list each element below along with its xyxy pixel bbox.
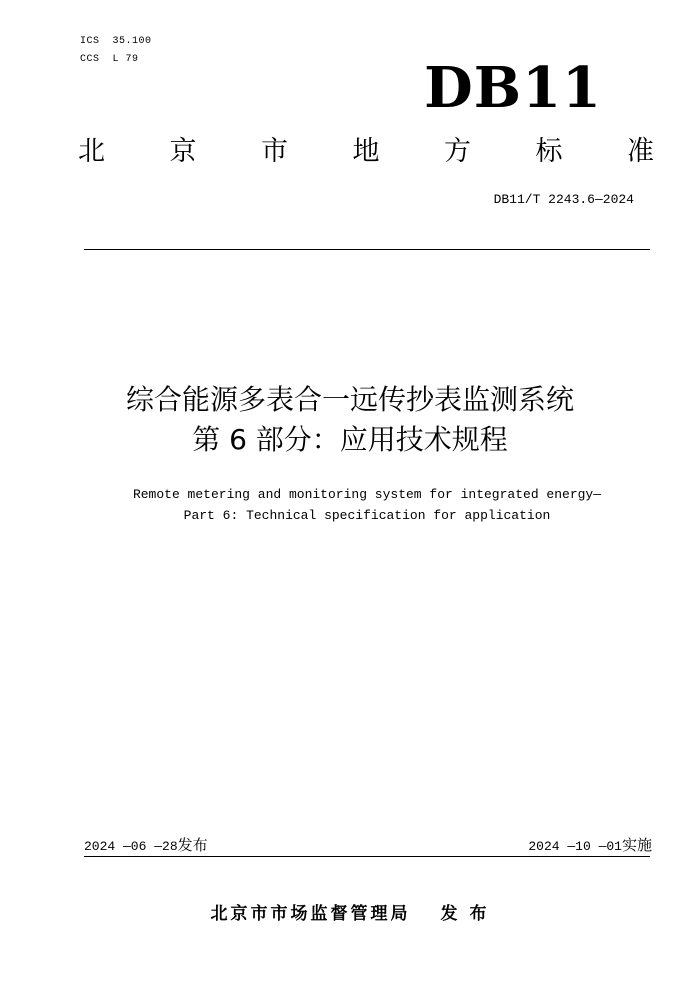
standard-type-char: 地: [352, 136, 380, 167]
title-english-line1: Remote metering and monitoring system for integrated energy—: [132, 487, 602, 502]
publish-date-label: 发布: [177, 836, 208, 854]
ccs-code: CCS L 79: [80, 54, 139, 65]
top-divider: [84, 249, 650, 250]
issuer-action: 发 布: [440, 904, 490, 924]
implement-date-label: 实施: [621, 836, 652, 854]
standard-number: DB11/T 2243.6—2024: [493, 192, 634, 207]
standard-type-char: 市: [261, 136, 288, 167]
bottom-divider: [84, 856, 650, 857]
title-chinese-line2: 第 6 部分：应用技术规程: [192, 423, 508, 456]
standard-type-heading: [78, 134, 654, 170]
title-english-line2: Part 6: Technical specification for application: [183, 508, 551, 523]
issuer-name: 北京市市场监督管理局: [210, 904, 411, 924]
db11-logo: DB11: [424, 55, 602, 121]
publish-date: [84, 835, 208, 857]
standard-type-char: 北: [78, 136, 105, 167]
standard-type-char: 京: [169, 136, 197, 167]
title-chinese-line1: 综合能源多表合一远传抄表监测系统: [125, 383, 574, 416]
standard-type-char: 标: [535, 136, 563, 167]
implement-date: [528, 835, 652, 857]
standard-type-char: 方: [444, 136, 471, 167]
standard-type-char: 准: [627, 136, 654, 167]
issuer: [0, 902, 700, 926]
publish-date-value: 2024 —06 —28: [84, 839, 178, 854]
ics-code: ICS 35.100: [80, 36, 152, 47]
implement-date-value: 2024 —10 —01: [528, 839, 622, 854]
